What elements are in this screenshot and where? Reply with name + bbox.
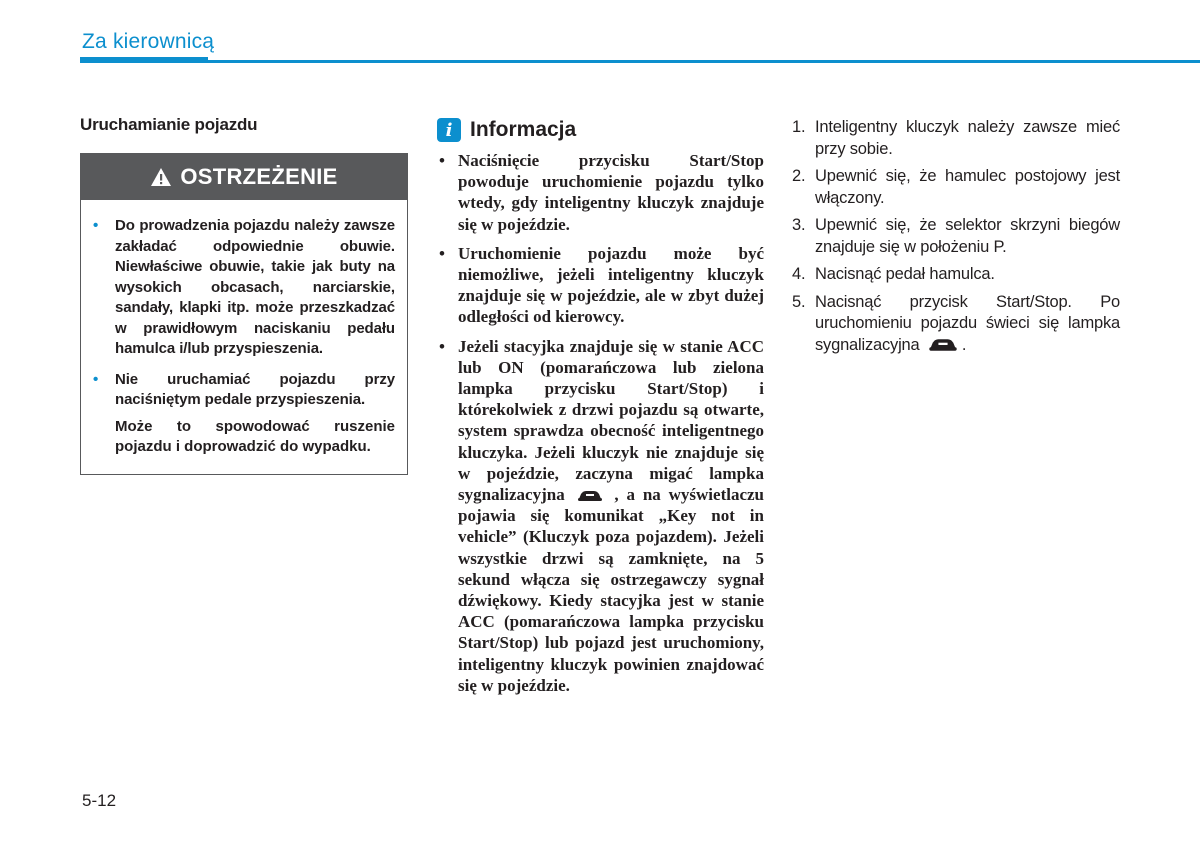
bullet-icon: • (93, 217, 99, 234)
warning-box (80, 153, 408, 475)
bullet-icon: • (439, 336, 445, 356)
step-item: 4. Nacisnąć pedał hamulca. (792, 265, 995, 283)
step-item: 3. Upewnić się, że selektor skrzyni biegów znajduje się w położeniu P. (792, 216, 1120, 256)
warning-item: • Do prowadzenia pojazdu należy zawsze zakładać odpowiednie obuwie. Niewłaściwe obuwie, takie jak buty na wysokich obcasach, narciarskie, sandały, klapki itp. może przeszkadzać w prawidłowym naciskaniu pedału hamulca i/lub przyspieszenia. (93, 217, 395, 357)
bullet-icon: • (439, 243, 445, 263)
info-item: • Uruchomienie pojazdu może być niemożliwe, jeżeli inteligentny kluczyk znajduje się w pojeździe, ale w zbyt dużej odległości od kierowcy. (439, 243, 764, 327)
info-item: • Naciśnięcie przycisku Start/Stop powoduje uruchomienie pojazdu tylko wtedy, gdy inteligentny kluczyk znajduje się w pojeździe. (439, 151, 764, 234)
warning-title: OSTRZEŻENIE (180, 164, 338, 189)
info-item: • Jeżeli stacyjka znajduje się w stanie ACC lub ON (pomarańczowa lub zielona lampka przycisku Start/Stop) i którekolwiek z drzwi pojazdu są otwarte, system sprawdza obecność inteligentnego kluczyka. Jeżeli kluczyk nie znajduje się w pojeździe, zaczyna migać lampka sygnalizacyjna , a na wyświetlaczu pojawia się komunikat „Key not in vehicle” (Kluczyk poza pojazdem). Jeżeli wszystkie drzwi są zamknięte, na 5 sekund włącza się ostrzegawczy sygnał dźwiękowy. Kiedy stacyjka jest w stanie ACC (pomarańczowa lampka przycisku Start/Stop) lub pojazd jest uruchomiony, inteligentny kluczyk powinien znajdować się w pojeździe. (439, 336, 765, 695)
info-icon: i (437, 118, 461, 142)
header-rule (80, 60, 1200, 63)
column-right (792, 117, 1120, 362)
warning-triangle-icon (150, 167, 172, 187)
step-item: 2. Upewnić się, że hamulec postojowy jest włączony. (792, 167, 1120, 207)
bullet-icon: • (439, 151, 445, 170)
warning-note: Może to spowodować ruszenie pojazdu i doprowadzić do wypadku. (115, 417, 395, 455)
info-title: Informacja (470, 118, 577, 141)
step-item: 5. Nacisnąć przycisk Start/Stop. Po uruchomieniu pojazdu świeci się lampka sygnalizacyjna . (792, 292, 1120, 354)
section-heading: Uruchamianie pojazdu (80, 115, 258, 134)
page-number: 5-12 (82, 791, 117, 810)
column-left (80, 115, 408, 475)
bullet-icon: • (93, 370, 99, 388)
key-indicator-icon (928, 337, 958, 353)
warning-item: • Nie uruchamiać pojazdu przy naciśniętym pedale przyspieszenia. (93, 370, 395, 408)
column-middle (437, 118, 764, 704)
info-heading (437, 118, 764, 142)
warning-body (81, 200, 407, 474)
step-item: 1. Inteligentny kluczyk należy zawsze mieć przy sobie. (792, 118, 1120, 158)
key-indicator-icon (577, 489, 603, 503)
warning-header (81, 154, 407, 200)
section-title: Za kierownicą (82, 30, 215, 53)
